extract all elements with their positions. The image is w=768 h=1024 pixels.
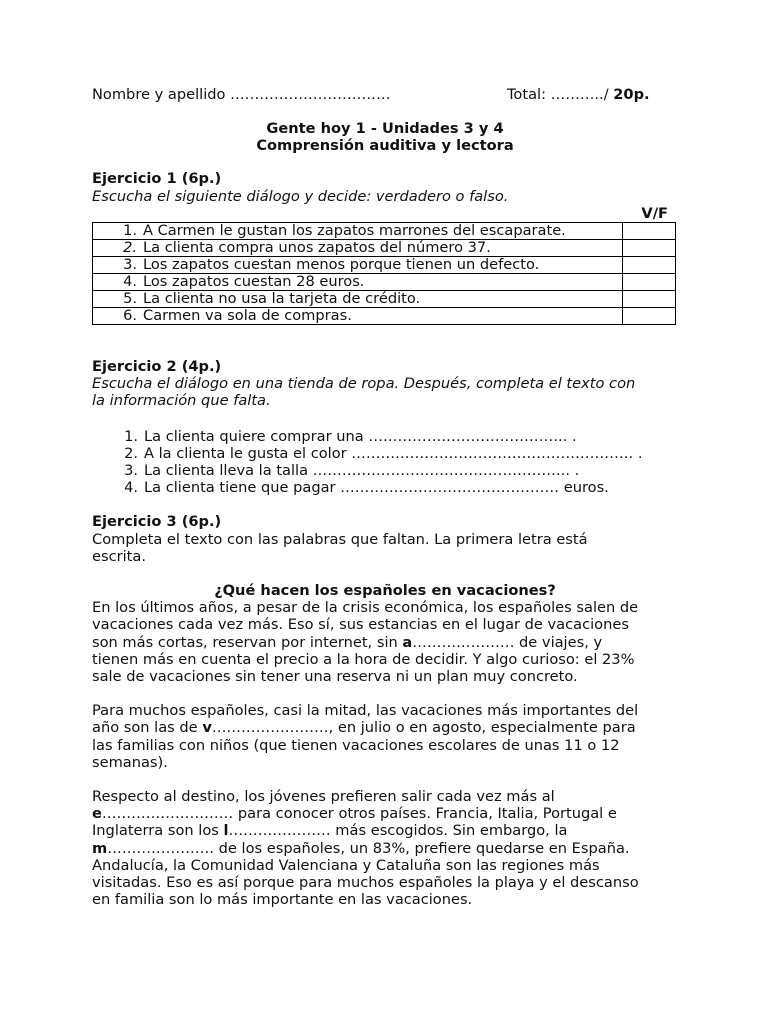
text-line: Respecto al destino, los jóvenes prefieren salir cada vez más al	[92, 788, 555, 806]
hint-letter: e	[92, 805, 102, 823]
item-number: 2.	[124, 444, 138, 462]
question-number: 2.	[123, 239, 137, 257]
answer-box[interactable]	[623, 257, 676, 274]
answer-box[interactable]	[623, 274, 676, 291]
question-text: Los zapatos cuestan 28 euros.	[143, 273, 365, 291]
item-text: A la clienta le gusta el color …………………………………………………. .	[144, 444, 643, 462]
text-line: tienen más en cuenta el precio a la hora de decidir. Y algo curioso: el 23%	[92, 650, 635, 668]
table-row	[93, 291, 676, 308]
text-span: son más cortas, reservan por internet, sin	[92, 633, 403, 651]
list-item	[114, 445, 678, 462]
question-text: La clienta no usa la tarjeta de crédito.	[143, 290, 421, 308]
item-number: 1.	[124, 427, 138, 445]
exercise-2-instruction-line-1: Escucha el diálogo en una tienda de ropa. Después, completa el texto con	[92, 375, 636, 393]
exercise-3-instruction-line-2: escrita.	[92, 547, 146, 565]
question-cell	[93, 274, 623, 291]
exercise-1-heading: Ejercicio 1 (6p.)	[92, 170, 222, 188]
question-text: A Carmen le gustan los zapatos marrones del escaparate.	[143, 222, 566, 240]
reading-title: ¿Qué hacen los españoles en vacaciones?	[214, 582, 556, 600]
hint-letter: m	[92, 839, 108, 857]
blank-field[interactable]: ……………………, en julio o en agosto, especialmente para	[211, 719, 636, 737]
text-line: vacaciones cada vez más. Eso sí, sus estancias en el lugar de vacaciones	[92, 616, 629, 634]
hint-letter: a	[402, 633, 413, 651]
blank-field[interactable]: ……………………… para conocer otros países. Francia, Italia, Portugal e	[101, 805, 617, 823]
text-line	[92, 822, 678, 839]
answer-box[interactable]	[623, 291, 676, 308]
question-text: Los zapatos cuestan menos porque tienen un defecto.	[143, 256, 540, 274]
exercise-3-heading: Ejercicio 3 (6p.)	[92, 513, 222, 531]
question-text: Carmen va sola de compras.	[143, 307, 352, 325]
text-line	[92, 840, 678, 857]
answer-box[interactable]	[623, 223, 676, 240]
answer-box[interactable]	[623, 308, 676, 325]
question-number: 1.	[123, 222, 137, 240]
item-number: 3.	[124, 462, 138, 480]
name-field-label: Nombre y apellido ……………………………	[92, 86, 391, 103]
text-span: Inglaterra son los	[92, 822, 224, 840]
text-line: sale de vacaciones sin tener una reserva ni un plan muy concreto.	[92, 668, 578, 686]
exercise-2-heading: Ejercicio 2 (4p.)	[92, 358, 222, 376]
total-score-label	[507, 86, 650, 103]
question-cell	[93, 291, 623, 308]
item-text: La clienta tiene que pagar ……………………………………… euros.	[144, 479, 609, 497]
question-cell	[93, 240, 623, 257]
table-row	[93, 223, 676, 240]
exercise-3-instruction-line-1: Completa el texto con las palabras que faltan. La primera letra está	[92, 530, 588, 548]
reading-paragraph-1	[92, 599, 678, 685]
question-number: 4.	[123, 273, 137, 291]
table-row	[93, 274, 676, 291]
exam-header	[92, 86, 678, 104]
vf-column-label: V/F	[641, 204, 668, 222]
text-line: semanas).	[92, 753, 168, 771]
question-number: 6.	[123, 307, 137, 325]
item-text: La clienta lleva la talla …………………………………………….. .	[144, 462, 580, 480]
item-number: 4.	[124, 479, 138, 497]
text-line: en familia son lo más importante en las vacaciones.	[92, 891, 473, 909]
total-label-text: Total: ………../	[507, 86, 609, 103]
true-false-table	[92, 222, 676, 325]
title-line-1: Gente hoy 1 - Unidades 3 y 4	[266, 120, 504, 137]
question-cell	[93, 223, 623, 240]
text-line	[92, 719, 678, 736]
text-line: visitadas. Eso es así porque para muchos españoles la playa y el descanso	[92, 874, 639, 892]
text-line	[92, 634, 678, 651]
total-points: 20p.	[613, 86, 650, 103]
list-item	[114, 462, 678, 479]
text-span: año son las de	[92, 719, 203, 737]
question-number: 5.	[123, 290, 137, 308]
text-line: Andalucía, la Comunidad Valenciana y Cataluña son las regiones más	[92, 856, 600, 874]
exercise-2-instruction-line-2: la información que falta.	[92, 392, 271, 410]
text-line	[92, 805, 678, 822]
question-cell	[93, 308, 623, 325]
exam-page	[92, 86, 678, 909]
table-row	[93, 240, 676, 257]
title-line-2: Comprensión auditiva y lectora	[256, 137, 514, 155]
hint-letter: l	[223, 822, 229, 840]
text-line: En los últimos años, a pesar de la crisis económica, los españoles salen de	[92, 599, 639, 617]
answer-box[interactable]	[623, 240, 676, 257]
table-row	[93, 308, 676, 325]
hint-letter: v	[202, 719, 212, 737]
text-line: Para muchos españoles, casi la mitad, las vacaciones más importantes del	[92, 702, 639, 720]
question-text: La clienta compra unos zapatos del número 37.	[143, 239, 491, 257]
item-text: La clienta quiere comprar una ………………………………….. .	[144, 427, 577, 445]
table-row	[93, 257, 676, 274]
question-cell	[93, 257, 623, 274]
exercise-1-instruction: Escucha el siguiente diálogo y decide: verdadero o falso.	[92, 187, 509, 205]
reading-paragraph-2	[92, 702, 678, 771]
blank-field[interactable]: …………………. de los españoles, un 83%, prefiere quedarse en España.	[107, 839, 630, 857]
list-item	[114, 428, 678, 445]
blank-field[interactable]: ………………… de viajes, y	[412, 633, 603, 651]
list-item	[114, 479, 678, 496]
blank-field[interactable]: ………………… más escogidos. Sin embargo, la	[228, 822, 568, 840]
question-number: 3.	[123, 256, 137, 274]
text-line: las familias con niños (que tienen vacaciones escolares de unas 11 o 12	[92, 736, 620, 754]
exercise-2-list	[92, 428, 678, 497]
reading-paragraph-3	[92, 788, 678, 908]
exam-title	[92, 120, 678, 154]
